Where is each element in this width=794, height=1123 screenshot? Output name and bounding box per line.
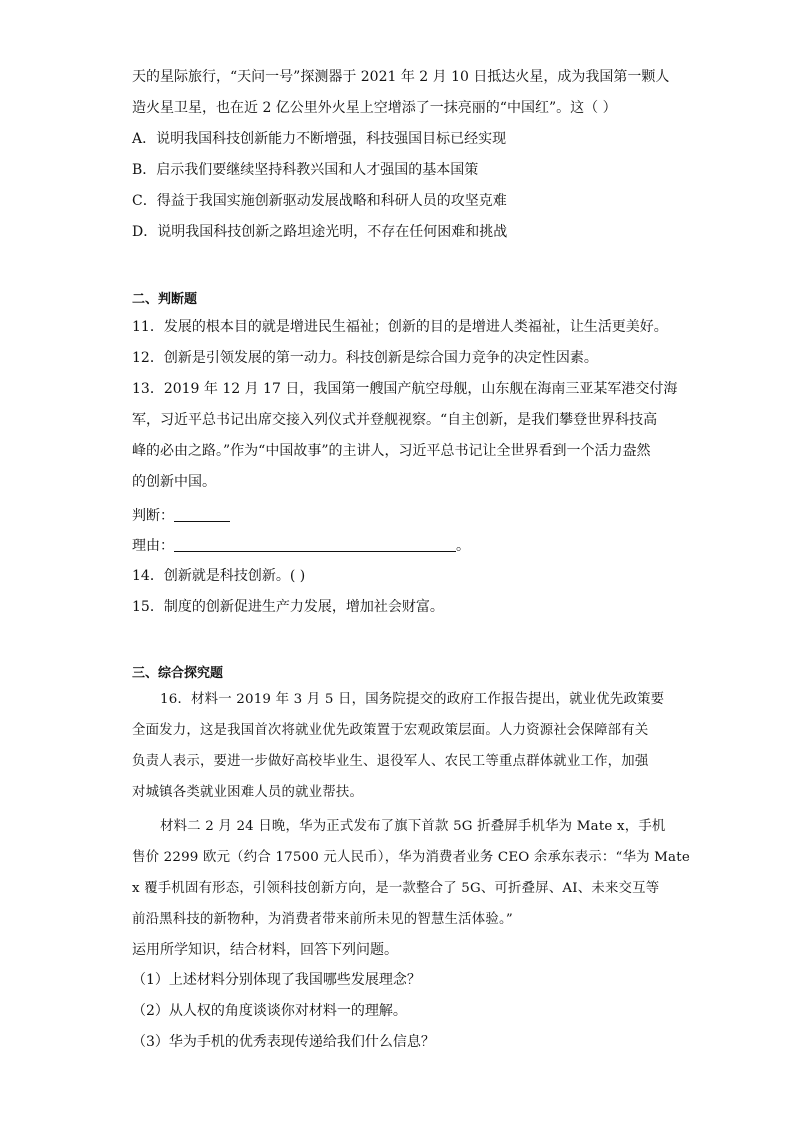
sub-question-3: （3）华为手机的优秀表现传递给我们什么信息？	[132, 1034, 435, 1050]
mc-stem-line-1: 天的星际旅行，“天问一号”探测器于 2021 年 2 月 10 日抵达火星，成为我国第一颗人	[132, 69, 670, 85]
mc-option-a: A．说明我国科技创新能力不断增强，科技强国目标已经实现	[132, 131, 507, 147]
mc-option-d: D．说明我国科技创新之路坦途光明，不存在任何困难和挑战	[132, 224, 508, 240]
material-2-line-4: 前沿黑科技的新物种，为消费者带来前所未见的智慧生活体验。”	[132, 912, 513, 927]
instruction: 运用所学知识，结合材料，回答下列问题。	[132, 942, 398, 958]
question-11: 11．发展的根本目的就是增进民生福祉；创新的目的是增进人类福祉，让生活更美好。	[132, 319, 668, 335]
question-12: 12．创新是引领发展的第一动力。科技创新是综合国力竞争的决定性因素。	[132, 350, 598, 366]
mc-option-b: B．启示我们要继续坚持科教兴国和人才强国的基本国策	[132, 162, 479, 178]
mc-option-c: C．得益于我国实施创新驱动发展战略和科研人员的攻坚克难	[132, 193, 507, 209]
judge-row	[132, 506, 230, 526]
material-1-line-4: 对城镇各类就业困难人员的就业帮扶。	[132, 785, 364, 800]
material-1-line-1: 16．材料一 2019 年 3 月 5 日，国务院提交的政府工作报告提出，就业优先政策要	[160, 692, 665, 707]
reason-end: 。	[456, 538, 470, 554]
question-13-line-1: 13．2019 年 12 月 17 日，我国第一艘国产航空母舰，山东舰在海南三亚某军港交付海	[132, 381, 678, 397]
sub-question-2: （2）从人权的角度谈谈你对材料一的理解。	[132, 1003, 407, 1019]
judge-blank[interactable]	[174, 507, 230, 522]
material-1-line-3: 负责人表示，要进一步做好高校毕业生、退役军人、农民工等重点群体就业工作，加强	[132, 754, 649, 769]
reason-row	[132, 536, 470, 556]
section-3-title: 三、综合探究题	[132, 666, 224, 681]
reason-blank[interactable]	[174, 537, 456, 552]
question-15: 15．制度的创新促进生产力发展，增加社会财富。	[132, 599, 444, 615]
section-2-title: 二、判断题	[132, 292, 198, 307]
material-2-line-3: x 覆手机固有形态，引领科技创新方向，是一款整合了 5G、可折叠屏、AI、未来交互等	[132, 881, 660, 896]
mc-stem-line-2: 造火星卫星，也在近 2 亿公里外火星上空增添了一抹亮丽的“中国红”。这（ ）	[132, 100, 617, 116]
judge-label: 判断：	[132, 508, 174, 524]
reason-label: 理由：	[132, 538, 174, 554]
question-13-line-2: 军，习近平总书记出席交接入列仪式并登舰视察。“自主创新，是我们攀登世界科技高	[132, 412, 658, 428]
question-13-line-4: 的创新中国。	[132, 474, 216, 490]
question-14: 14．创新就是科技创新。( )	[132, 568, 306, 584]
material-2-line-1: 材料二 2 月 24 日晚，华为正式发布了旗下首款 5G 折叠屏手机华为 Mate x，手机	[160, 819, 666, 834]
sub-question-1: （1）上述材料分别体现了我国哪些发展理念？	[132, 972, 421, 988]
material-2-line-2: 售价 2299 欧元（约合 17500 元人民币），华为消费者业务 CEO 余承东表示：“华为 Mate	[132, 850, 690, 865]
material-1-line-2: 全面发力，这是我国首次将就业优先政策置于宏观政策层面。人力资源社会保障部有关	[132, 723, 649, 738]
question-13-line-3: 峰的必由之路。”作为“中国故事”的主讲人，习近平总书记让全世界看到一个活力盎然	[132, 443, 651, 459]
